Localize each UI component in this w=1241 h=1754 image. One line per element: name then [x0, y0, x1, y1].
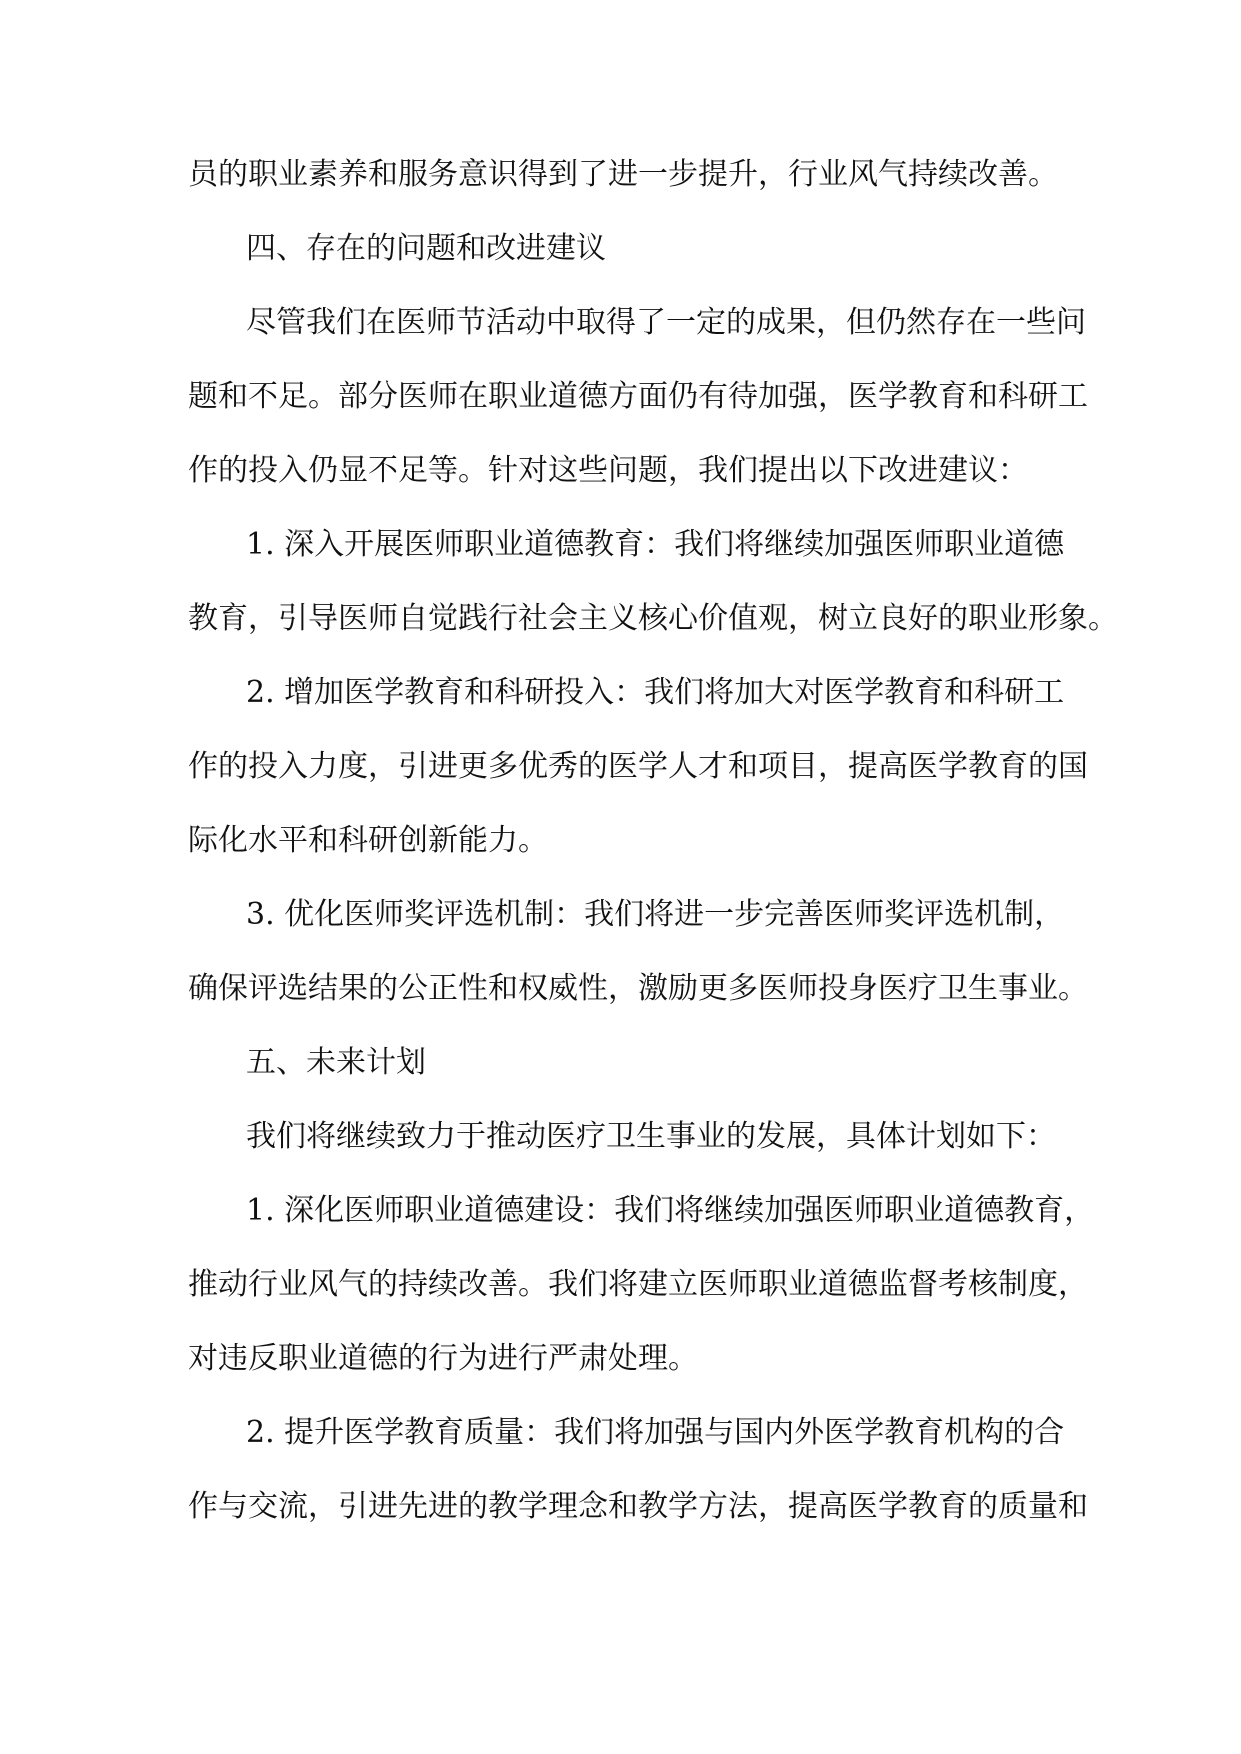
text-line: 推动行业风气的持续改善。我们将建立医师职业道德监督考核制度，	[188, 1267, 1088, 1302]
list-item: 1. 深入开展医师职业道德教育：我们将继续加强医师职业道德	[246, 527, 1065, 562]
text-line: 对违反职业道德的行为进行严肃处理。	[188, 1341, 698, 1376]
text-line: 际化水平和科研创新能力。	[188, 823, 548, 858]
list-item: 2. 增加医学教育和科研投入：我们将加大对医学教育和科研工	[246, 675, 1065, 710]
list-item: 3. 优化医师奖评选机制：我们将进一步完善医师奖评选机制，	[246, 897, 1065, 932]
section-heading-problems: 四、存在的问题和改进建议	[246, 231, 606, 266]
text-line: 员的职业素养和服务意识得到了进一步提升，行业风气持续改善。	[188, 157, 1058, 192]
document-body	[188, 138, 1118, 1544]
list-item: 1. 深化医师职业道德建设：我们将继续加强医师职业道德教育，	[246, 1193, 1095, 1228]
list-item: 2. 提升医学教育质量：我们将加强与国内外医学教育机构的合	[246, 1415, 1065, 1450]
text-line: 尽管我们在医师节活动中取得了一定的成果，但仍然存在一些问	[246, 305, 1086, 340]
section-heading-future-plans: 五、未来计划	[246, 1045, 426, 1080]
text-line: 教育，引导医师自觉践行社会主义核心价值观，树立良好的职业形象。	[188, 601, 1118, 636]
text-line: 题和不足。部分医师在职业道德方面仍有待加强，医学教育和科研工	[188, 379, 1088, 414]
text-line: 作与交流，引进先进的教学理念和教学方法，提高医学教育的质量和	[188, 1489, 1088, 1524]
text-line: 我们将继续致力于推动医疗卫生事业的发展，具体计划如下：	[246, 1119, 1056, 1154]
text-line: 作的投入仍显不足等。针对这些问题，我们提出以下改进建议：	[188, 453, 1028, 488]
text-line: 作的投入力度，引进更多优秀的医学人才和项目，提高医学教育的国	[188, 749, 1088, 784]
text-line: 确保评选结果的公正性和权威性，激励更多医师投身医疗卫生事业。	[188, 971, 1088, 1006]
